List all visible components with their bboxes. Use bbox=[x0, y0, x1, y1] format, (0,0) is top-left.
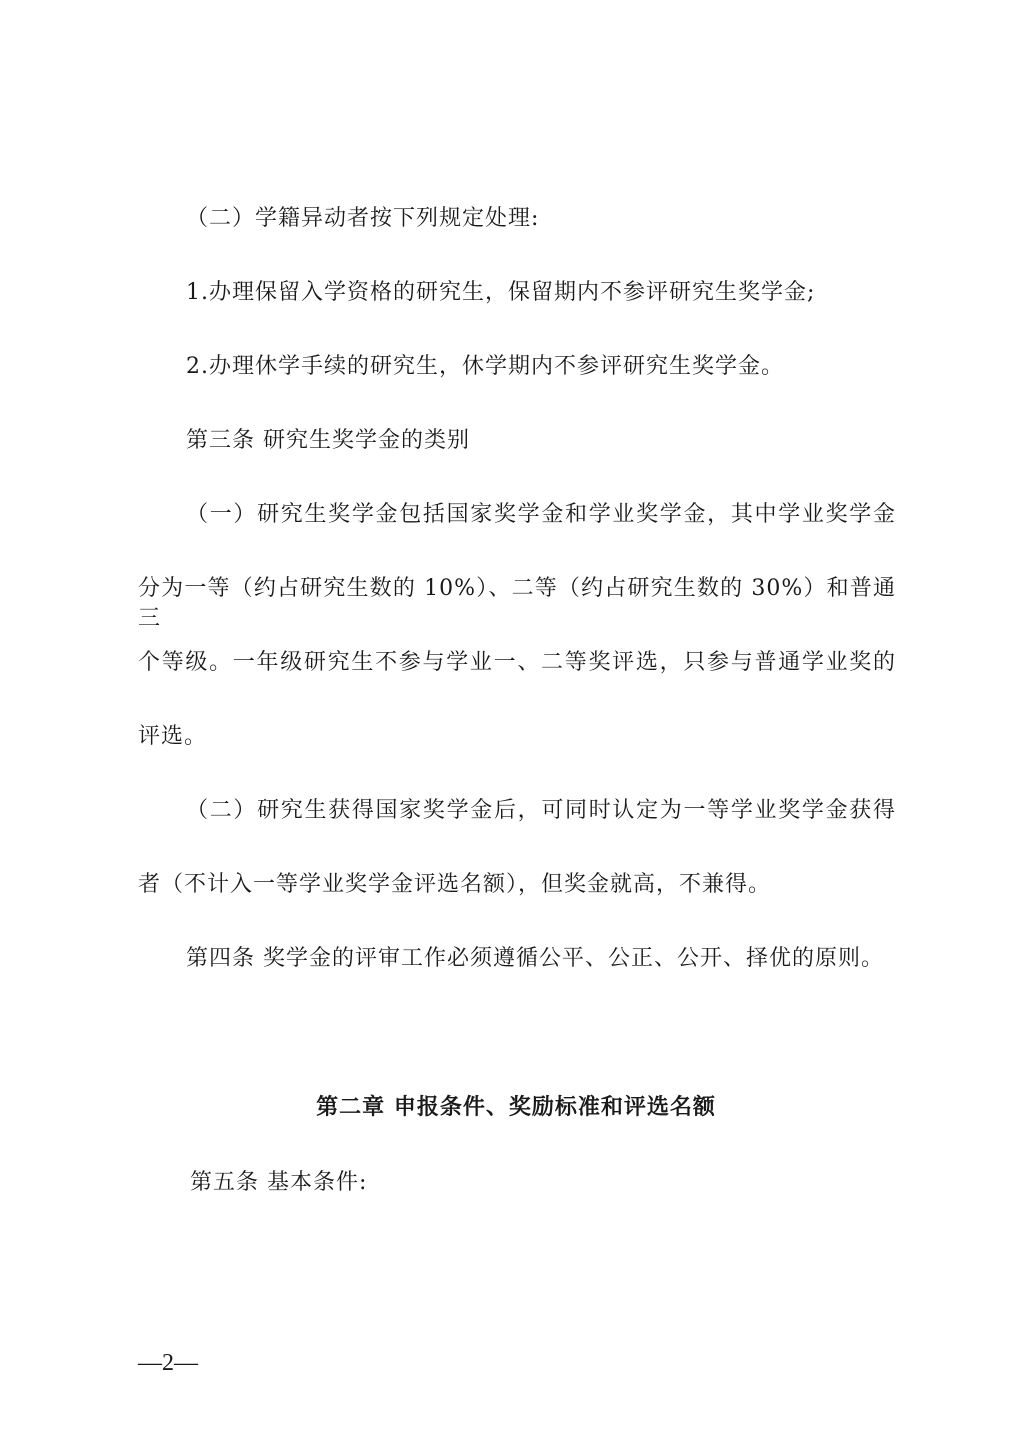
page-number: —2— bbox=[138, 1350, 198, 1376]
chapter-heading: 第二章 申报条件、奖励标准和评选名额 bbox=[316, 1094, 716, 1120]
text-line: 2.办理休学手续的研究生，休学期内不参评研究生奖学金。 bbox=[186, 354, 784, 379]
article-heading: 第三条 研究生奖学金的类别 bbox=[186, 428, 470, 453]
text-line: 评选。 bbox=[138, 724, 208, 749]
text-line: 者（不计入一等学业奖学金评选名额），但奖金就高，不兼得。 bbox=[138, 872, 772, 897]
text-line: 1.办理保留入学资格的研究生，保留期内不参评研究生奖学金; bbox=[186, 280, 816, 305]
article-heading: 第五条 基本条件: bbox=[190, 1170, 368, 1195]
text-line: （一）研究生奖学金包括国家奖学金和学业奖学金，其中学业奖学金 bbox=[186, 502, 896, 527]
text-line: 个等级。一年级研究生不参与学业一、二等奖评选，只参与普通学业奖的 bbox=[138, 650, 896, 675]
article-heading: 第四条 奖学金的评审工作必须遵循公平、公正、公开、择优的原则。 bbox=[186, 946, 884, 971]
text-line: 分为一等（约占研究生数的 10%）、二等（约占研究生数的 30%）和普通三 bbox=[138, 576, 896, 631]
text-line: （二）研究生获得国家奖学金后，可同时认定为一等学业奖学金获得 bbox=[186, 798, 896, 823]
text-line: （二）学籍异动者按下列规定处理: bbox=[186, 206, 540, 231]
